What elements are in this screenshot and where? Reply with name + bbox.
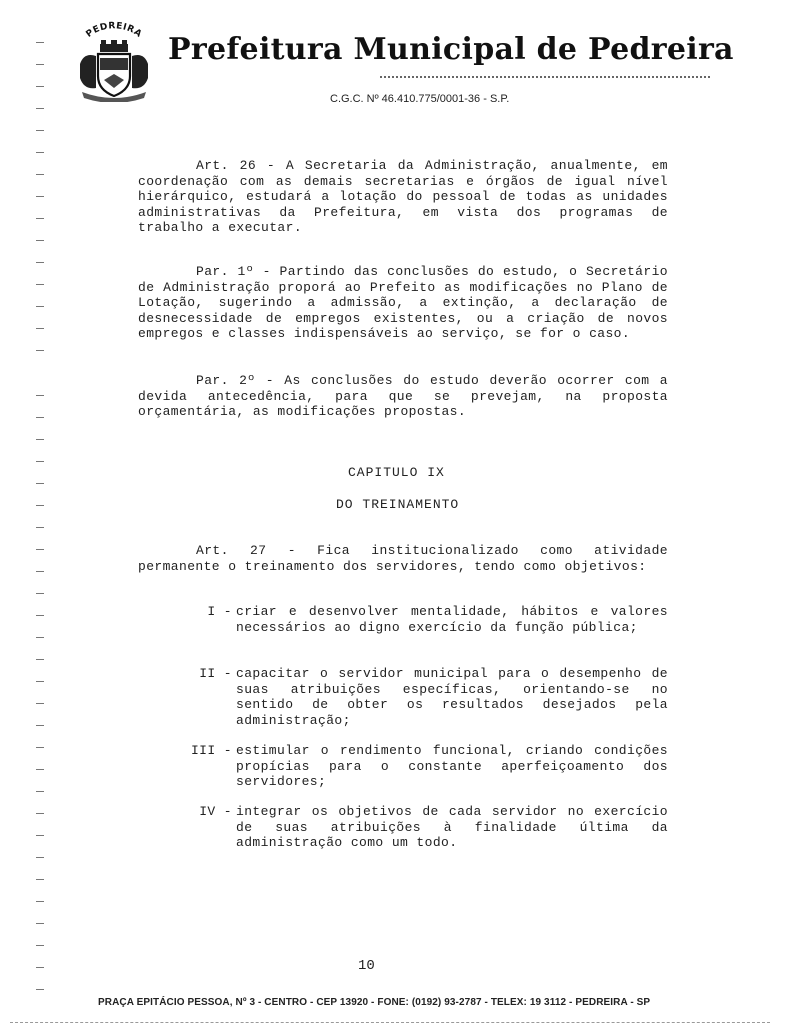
section-heading: DO TREINAMENTO [336,497,460,512]
page-number: 10 [358,958,375,974]
coat-of-arms-icon [74,18,154,102]
item-number: III - [190,743,232,758]
footer-divider [10,1022,770,1023]
item-number: I - [207,604,232,619]
cgc-number: C.G.C. Nº 46.410.775/0001-36 - S.P. [330,93,510,105]
article-26-par1: Par. 1º - Partindo das conclusões do estudo, o Secretário de Administração proporá ao Prefeito as modificações no Plano de Lotação, sugerindo a admissão, a extinção, a declaração de desnecessidade de empregos existentes, ou a criação de novos empregos e classes indispensáveis ao serviço, se for o caso. [138,264,668,342]
article-26-paragraph: Art. 26 - A Secretaria da Administração, anualmente, em coordenação com as demais secretarias e órgãos de igual nível hierárquico, estudará a lotação do pessoal de todas as unidades administrativas da Prefeitura, em vista dos programas de trabalho a executar. [138,158,668,236]
item-text: capacitar o servidor municipal para o desempenho de suas atribuições específicas, orientando-se no sentido de obter os resultados desejados pela administração; [236,666,668,728]
item-number: IV - [199,804,232,819]
svg-text:PEDREIRA [84,21,143,40]
item-number: II - [199,666,232,681]
page-title: Prefeitura Municipal de Pedreira [168,32,734,67]
item-text: integrar os objetivos de cada servidor no exercício de suas atribuições à finalidade última da administração como um todo. [236,804,668,851]
crest-label: PEDREIRA [84,21,144,40]
footer-address: PRAÇA EPITÁCIO PESSOA, Nº 3 - CENTRO - CEP 13920 - FONE: (0192) 93-2787 - TELEX: 19 3112 - PEDREIRA - SP [98,997,651,1008]
chapter-heading: CAPITULO IX [348,465,445,480]
margin-marks [36,0,50,1033]
item-text: estimular o rendimento funcional, criando condições propícias para o constante aperfeiçoamento dos servidores; [236,743,668,790]
article-26-par2: Par. 2º - As conclusões do estudo deverão ocorrer com a devida antecedência, para que se prevejam, na proposta orçamentária, as modificações propostas. [138,373,668,420]
article-27-paragraph: Art. 27 - Fica institucionalizado como atividade permanente o treinamento dos servidores, tendo como objetivos: [138,543,668,574]
item-text: criar e desenvolver mentalidade, hábitos e valores necessários ao digno exercício da função pública; [236,604,668,635]
header-divider [380,76,710,78]
